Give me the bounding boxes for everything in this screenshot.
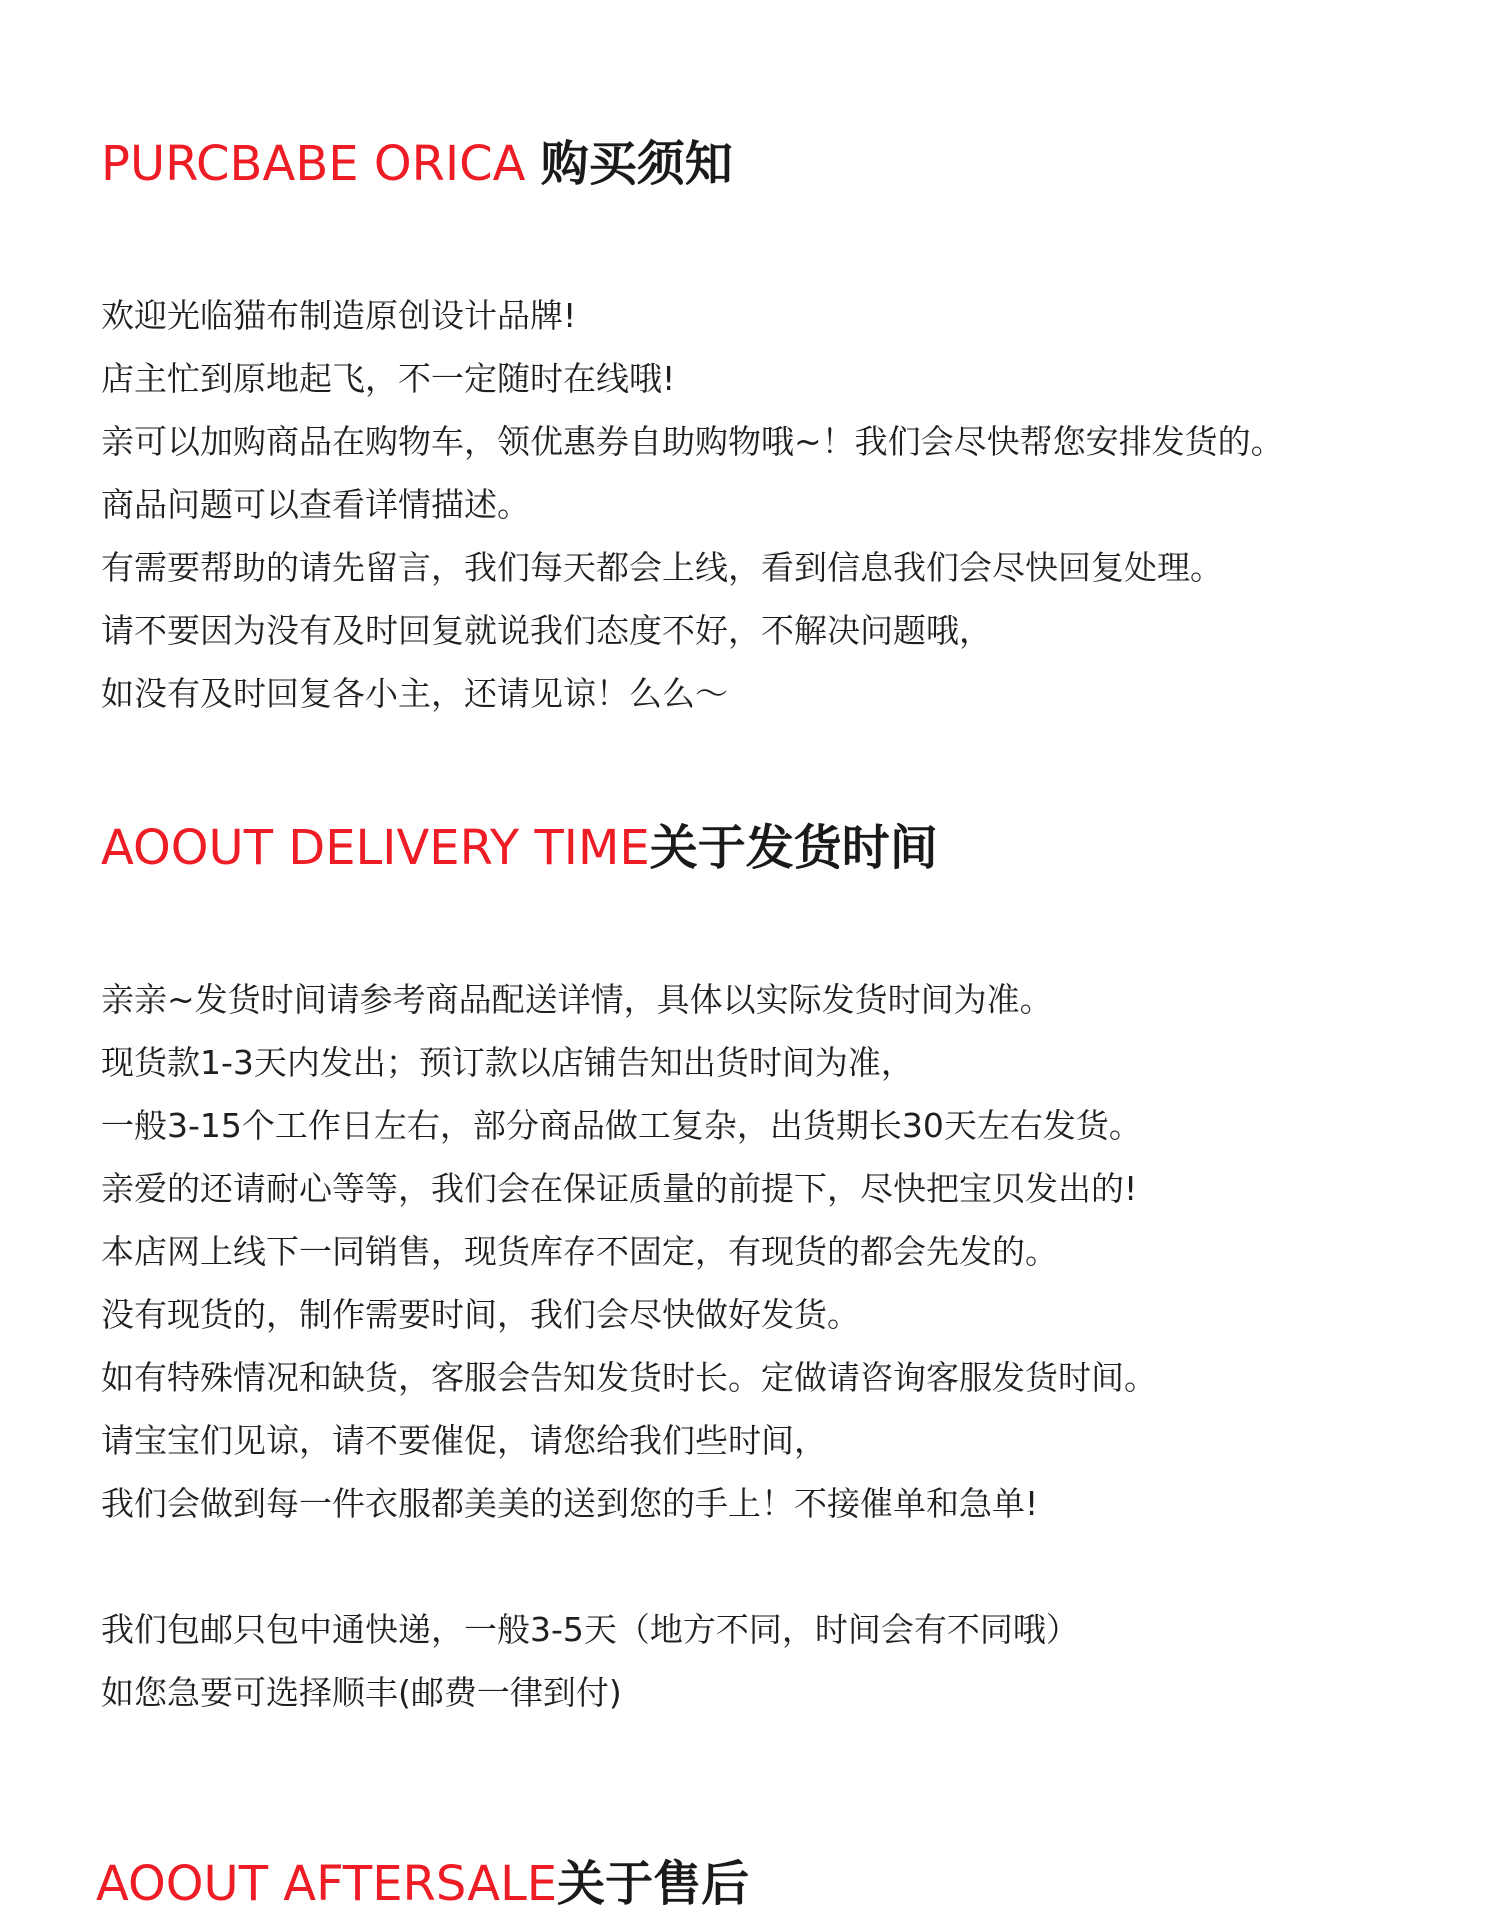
delivery-heading-cn: 关于发货时间 (649, 820, 938, 876)
delivery-line: 如您急要可选择顺丰(邮费一律到付) (101, 1673, 622, 1712)
delivery-blank-line (101, 1535, 1460, 1598)
aftersale-section (96, 1854, 1460, 1914)
delivery-line: 亲爱的还请耐心等等，我们会在保证质量的前提下，尽快把宝贝发出的! (101, 1169, 1138, 1208)
purchase-notice-section (101, 134, 1460, 725)
delivery-time-text (101, 968, 1460, 1724)
purchase-line: 欢迎光临猫布制造原创设计品牌! (101, 296, 577, 335)
aftersale-heading-en: AOOUT AFTERSALE (96, 1856, 558, 1912)
delivery-line: 本店网上线下一同销售，现货库存不固定，有现货的都会先发的。 (101, 1232, 1058, 1271)
aftersale-heading-cn: 关于售后 (557, 1856, 750, 1912)
delivery-time-section (101, 818, 1460, 1724)
purchase-notice-heading (101, 134, 1460, 194)
purchase-line: 有需要帮助的请先留言，我们每天都会上线，看到信息我们会尽快回复处理。 (101, 548, 1223, 587)
delivery-line: 我们包邮只包中通快递，一般3-5天（地方不同，时间会有不同哦） (101, 1610, 1079, 1649)
delivery-line: 如有特殊情况和缺货，客服会告知发货时长。定做请咨询客服发货时间。 (101, 1358, 1157, 1397)
delivery-time-heading (101, 818, 1460, 878)
purchase-line: 请不要因为没有及时回复就说我们态度不好，不解决问题哦， (101, 611, 992, 650)
delivery-line: 一般3-15个工作日左右，部分商品做工复杂，出货期长30天左右发货。 (101, 1106, 1142, 1145)
aftersale-heading (96, 1854, 1460, 1914)
purchase-line: 店主忙到原地起飞，不一定随时在线哦! (101, 359, 676, 398)
purchase-heading-cn: 购买须知 (540, 136, 733, 192)
delivery-line: 现货款1-3天内发出；预订款以店铺告知出货时间为准， (101, 1043, 914, 1082)
delivery-line: 我们会做到每一件衣服都美美的送到您的手上！不接催单和急单! (101, 1484, 1039, 1523)
purchase-line: 如没有及时回复各小主，还请见谅！么么～ (101, 674, 728, 713)
purchase-heading-en: PURCBABE ORICA (101, 136, 541, 192)
delivery-line: 请宝宝们见谅，请不要催促，请您给我们些时间， (101, 1421, 827, 1460)
purchase-line: 商品问题可以查看详情描述。 (101, 485, 530, 524)
delivery-line: 没有现货的，制作需要时间，我们会尽快做好发货。 (101, 1295, 860, 1334)
delivery-heading-en: AOOUT DELIVERY TIME (101, 820, 650, 876)
delivery-line: 亲亲~发货时间请参考商品配送详情，具体以实际发货时间为准。 (101, 980, 1053, 1019)
purchase-line: 亲可以加购商品在购物车，领优惠券自助购物哦~！我们会尽快帮您安排发货的。 (101, 422, 1284, 461)
purchase-notice-text (101, 284, 1460, 725)
